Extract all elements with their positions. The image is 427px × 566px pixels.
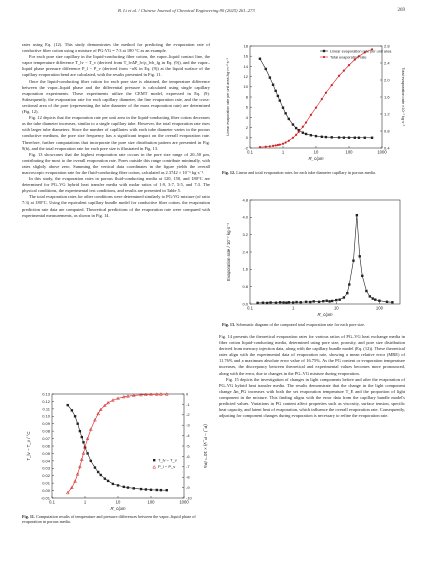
figure-13-caption-text: Schematic diagram of the computed total evaporation rate for each pore size. xyxy=(236,322,366,327)
series-line xyxy=(260,49,372,147)
legend-marker-triangle xyxy=(153,466,156,469)
data-point-circle xyxy=(338,75,340,77)
y-tick-label: 16 xyxy=(243,53,248,59)
data-point-square xyxy=(282,301,284,303)
y-tick-label: 14 xyxy=(243,63,248,69)
y-tick-label: 2.4 xyxy=(242,249,248,255)
data-point-circle xyxy=(331,84,333,86)
data-point-circle xyxy=(348,64,350,66)
data-point-circle xyxy=(269,145,271,147)
y-tick-label: 12 xyxy=(243,74,248,79)
y2-tick-label: -5 xyxy=(186,443,190,449)
data-point-circle xyxy=(275,144,277,146)
data-point-square xyxy=(391,301,393,303)
x-tick-label: 10 xyxy=(333,305,339,311)
data-point-square xyxy=(365,290,367,292)
x-axis-title: R_c/μm xyxy=(308,156,324,161)
figure-13-caption xyxy=(222,322,408,327)
data-point-square xyxy=(361,275,363,277)
data-point-square xyxy=(269,76,271,78)
y-tick-label: 6 xyxy=(245,104,248,110)
y2-tick-label: 0.4 xyxy=(384,145,390,151)
y-tick-label: 0.07 xyxy=(42,435,50,441)
data-point-square xyxy=(322,300,324,302)
data-point-square xyxy=(302,132,304,134)
data-point-circle xyxy=(343,70,345,72)
x-tick-label: 1 xyxy=(281,149,285,155)
data-point-square xyxy=(272,84,274,86)
y2-tick-label: 2.0 xyxy=(384,77,390,83)
data-point-square xyxy=(67,404,69,406)
data-point-square xyxy=(266,302,268,304)
x-tick-label: 0.1 xyxy=(49,499,55,505)
y2-tick-label: 1.2 xyxy=(384,111,390,117)
data-point-square xyxy=(94,466,96,468)
data-point-circle xyxy=(265,146,267,148)
data-point-square xyxy=(76,423,78,425)
y2-tick-label: -1 xyxy=(186,401,190,407)
data-point-square xyxy=(295,301,297,303)
y2-axis-title: Total evaporation rate ×10⁻⁷ kg·s⁻¹ xyxy=(401,67,405,127)
body-paragraph: Fig. 12 depicts that the evaporation rate per unit area in the liquid-conducting fiber cotton decreases as the tube diameter increases, similar to a single capillary tube. However, the total evaporation rate rises with larger tube diameters. Since the number of capillaries with each tube diameter varies in the porous conductive medium, the pore size frequency has a significant impact on the overall evaporation rate. Therefore, further computations that incorporate the pore size distribution pattern are presented in Fig. 9(b), and the total evaporation rate for each pore size is illustrated in Fig. 13. xyxy=(22,115,210,151)
data-point-square xyxy=(282,107,284,109)
x-tick-label: 100 xyxy=(345,149,353,155)
data-point-square xyxy=(160,489,162,491)
body-paragraph: The total evaporation rates for other conditions were determined similarly to PG:VG mixture (of ratio 7:3) at 180°C. Using the equivalent capillary bundle model for conductive fiber cotton, the evaporation prediction rate data are computed. Theoretical predictions of the evaporation rate were compared with experimental measurements, as shown in Fig. 14. xyxy=(22,194,210,218)
data-point-circle xyxy=(305,121,307,123)
data-point-square xyxy=(86,452,88,454)
y-tick-label: 0 xyxy=(245,135,248,141)
data-point-square xyxy=(97,471,99,473)
body-paragraph: For each pore size capillary in the liquid-conducting fiber cotton, the vapor–liquid contact line, the vapor temperature difference T_lv − T_v (derived from T_lvΔP_lv/ρ_lvh_fg in Eq. (9)), and the vapor–liquid phase pressure difference P_l − P_v (derived from −σK in Eq. (9)) at the liquid surface of the capillary evaporation bend are calculated, with the results presented in Fig. 11. xyxy=(22,54,210,78)
data-point-square xyxy=(358,137,360,139)
left-text-column xyxy=(22,42,210,219)
data-point-square xyxy=(313,300,315,302)
data-point-square xyxy=(315,135,317,137)
legend-marker-square xyxy=(323,50,325,52)
data-point-square xyxy=(288,118,290,120)
y-tick-label: 0.04 xyxy=(42,458,50,464)
legend-label: P_l − P_v xyxy=(158,464,176,469)
data-point-circle xyxy=(302,126,304,128)
y-tick-label: 0.08 xyxy=(42,428,50,434)
data-point-square xyxy=(133,487,135,489)
data-point-square xyxy=(343,296,345,298)
y-axis-title: Evaporation rate / 10⁻⁷ kg·s⁻¹ xyxy=(226,223,231,281)
data-point-square xyxy=(356,214,358,216)
x-axis-title: R_c/μm xyxy=(317,312,333,317)
series-line xyxy=(260,59,372,138)
data-point-circle xyxy=(288,140,290,142)
y-tick-label: 0.12 xyxy=(42,398,50,404)
body-paragraph: Fig. 14 presents the theoretical evaporation rates for various ratios of PG–VG heat exchange media in fiber cotton liquid-conducting media, determined using pore size, porosity, and pore size distribution derived from mercury injection data, along with the capillary bundle model (Eq. (12)). These theoretical rates align with the experimental data of evaporation rate, showing a mean relative error (MRE) of 11.76% and a maximum absolute error value of 16.75%. As the PG content or evaporation temperature increases, the discrepancy between theoretical and experimental values becomes more pronounced, along with the error, due to changes in the PG–VG mixture during evaporation. xyxy=(219,334,405,376)
y2-tick-label: 0.8 xyxy=(384,128,390,134)
data-point-circle xyxy=(292,137,294,139)
y2-tick-label: -2 xyxy=(186,412,190,418)
data-point-circle xyxy=(298,131,300,133)
y2-tick-label: -6 xyxy=(186,453,190,459)
data-point-square xyxy=(156,489,158,491)
data-point-square xyxy=(343,136,345,138)
figure-11-caption-text: Computation results of temperature and pressure differences between the vapor–liquid phase of evaporation in porous media. xyxy=(22,514,196,525)
data-point-square xyxy=(104,477,106,479)
data-point-square xyxy=(100,474,102,476)
series-line xyxy=(68,405,167,490)
y-tick-label: 18 xyxy=(243,43,248,49)
data-point-square xyxy=(348,136,350,138)
data-point-square xyxy=(295,127,297,129)
y-tick-label: 1.6 xyxy=(242,266,248,272)
y-tick-label: -2 xyxy=(244,145,248,151)
y2-tick-label: -10 xyxy=(186,495,192,501)
figure-12-caption xyxy=(222,170,408,175)
y-tick-label: 0.10 xyxy=(42,413,50,419)
figure-11-chart xyxy=(22,388,212,514)
data-point-square xyxy=(74,415,76,417)
data-point-circle xyxy=(321,98,323,100)
data-point-square xyxy=(123,486,125,488)
plot-frame xyxy=(250,46,382,148)
data-point-square xyxy=(259,58,261,60)
legend-marker-square xyxy=(153,459,155,461)
data-point-circle xyxy=(285,141,287,143)
x-tick-label: 1 xyxy=(291,305,295,311)
data-point-square xyxy=(374,298,376,300)
right-text-column xyxy=(219,334,405,419)
x-tick-label: 100 xyxy=(375,305,383,311)
y2-tick-label: 1.6 xyxy=(384,94,390,100)
body-paragraph: Fig. 15 depicts the investigation of changes in light components before and after the evaporation of PG–VG hybrid heat transfer media. The results demonstrate that the change in the light component change Δn_PG increases with both the set evaporation temperature T_E and the proportion of light component in the mixture. This finding aligns with the error data from the capillary bundle model's predicted values. Variations in PG content affect properties such as viscosity, surface tension, specific heat capacity, and latent heat of evaporation, which influence the overall evaporation rate. Consequently, adjusting for component changes during evaporation is necessary to refine the evaporation rate. xyxy=(219,376,405,419)
y2-tick-label: -3 xyxy=(186,422,190,428)
data-point-square xyxy=(79,430,81,432)
data-point-square xyxy=(348,283,350,285)
data-point-square xyxy=(309,301,311,303)
data-point-square xyxy=(372,297,374,299)
data-point-square xyxy=(265,68,267,70)
page-header xyxy=(0,8,427,18)
y2-tick-label: 2.8 xyxy=(384,43,390,49)
y-tick-label: 0.01 xyxy=(42,480,50,486)
journal-citation: B. Li et al. / Chinese Journal of Chemical Engineering 80 (2025) 261–273 xyxy=(118,8,255,13)
figure-11-label: Fig. 11. xyxy=(22,514,35,519)
page-number: 269 xyxy=(397,8,405,13)
data-point-square xyxy=(145,488,147,490)
x-axis-title: R_c/μm xyxy=(110,506,126,511)
data-point-square xyxy=(325,136,327,138)
data-point-square xyxy=(112,483,114,485)
data-point-square xyxy=(256,302,258,304)
data-point-square xyxy=(166,489,168,491)
y-tick-label: 0.06 xyxy=(42,443,50,449)
y2-tick-label: -4 xyxy=(186,433,190,438)
y-tick-label: 0.05 xyxy=(42,450,50,456)
data-point-square xyxy=(305,301,307,303)
data-point-square xyxy=(331,300,333,302)
legend-marker-circle xyxy=(323,56,325,58)
data-point-square xyxy=(321,136,323,138)
data-point-square xyxy=(277,95,279,97)
data-point-square xyxy=(305,133,307,135)
series-line xyxy=(258,215,393,303)
data-point-square xyxy=(371,137,373,139)
y2-tick-label: 0 xyxy=(186,391,189,397)
data-point-square xyxy=(310,134,312,136)
data-point-square xyxy=(386,301,388,303)
data-point-square xyxy=(279,301,281,303)
data-point-square xyxy=(279,99,281,101)
figure-11-caption xyxy=(22,514,212,525)
x-tick-label: 1000 xyxy=(377,149,387,155)
y-axis-title: Linear evaporation rate per unit area /kg·m⁻²·s⁻¹ xyxy=(226,58,230,136)
data-point-circle xyxy=(279,144,281,146)
data-point-square xyxy=(292,301,294,303)
y-tick-label: 2 xyxy=(245,125,248,130)
y2-tick-label: 2.4 xyxy=(384,60,390,66)
data-point-square xyxy=(338,136,340,138)
body-paragraph: In this study, the evaporation rates in porous fluid-conducting media at 120, 150, and 180°C are determined for PG–VG hybrid heat transfer media with molar ratios of 1:9, 3:7, 5:5, and 7:3. The physical conditions, the experimental test conditions, and results are presented in Table 5. xyxy=(22,176,210,194)
x-tick-label: 100 xyxy=(147,499,155,505)
body-paragraph: rates using Eq. (12). This study demonstrates the method for predicting the evaporation rate of conductive fiber cotton using a mixture of PG:VG = 7:3 at 180 °C as an example. xyxy=(22,42,210,54)
data-point-square xyxy=(326,300,328,302)
data-point-square xyxy=(90,460,92,462)
figure-12-label: Fig. 12. xyxy=(222,170,236,175)
y-tick-label: 4 xyxy=(245,114,248,120)
data-point-square xyxy=(346,292,348,294)
y-tick-label: 4.0 xyxy=(242,214,248,220)
figure-12-caption-text: Linear and total evaporation rates for each tube diameter capillary in porous media. xyxy=(236,170,376,175)
data-point-square xyxy=(288,301,290,303)
body-paragraph: Fig. 13 showcases that the highest evaporation rate occurs in the pore size range of 20–50 μm, contributing the most to the overall evaporation rate. Pores outside this range contribute minimally, with rates slightly above zero. Summing the vertical data coordinates in the figure yields the overall macroscopic evaporation rate for the fluid-conducting fiber cotton, calculated as 2.3742 × 10⁻⁶ kg·s⁻¹. xyxy=(22,151,210,175)
data-point-square xyxy=(117,484,119,486)
data-point-circle xyxy=(259,146,261,148)
data-point-square xyxy=(352,259,354,261)
y-axis-title: T_lv − T_v / °C xyxy=(26,431,31,461)
data-point-square xyxy=(275,302,277,304)
data-point-circle xyxy=(295,134,297,136)
legend-label: Linear evaporation rate per unit area xyxy=(330,49,392,54)
x-tick-label: 1000 xyxy=(179,499,189,505)
data-point-square xyxy=(285,302,287,304)
y-tick-label: 0.00 xyxy=(42,487,50,493)
data-point-square xyxy=(140,488,142,490)
y-tick-label: 0.13 xyxy=(42,391,50,397)
y-tick-label: 0.8 xyxy=(242,284,248,290)
x-tick-label: 1 xyxy=(83,499,87,505)
data-point-square xyxy=(338,298,340,300)
y2-tick-label: -9 xyxy=(186,485,190,490)
figure-13-label: Fig. 13. xyxy=(222,322,236,327)
data-point-square xyxy=(300,301,302,303)
data-point-circle xyxy=(272,145,274,147)
legend-label: Total evaporation rate xyxy=(330,55,367,60)
data-point-square xyxy=(354,137,356,139)
data-point-square xyxy=(331,136,333,138)
y-tick-label: 0.11 xyxy=(42,406,50,412)
data-point-square xyxy=(359,255,361,257)
data-point-circle xyxy=(282,143,284,145)
data-point-square xyxy=(262,302,264,304)
data-point-circle xyxy=(277,144,279,146)
y-tick-label: -0.01 xyxy=(40,495,50,501)
data-point-square xyxy=(328,300,330,302)
body-paragraph: Once the liquid-conducting fiber cotton for each pore size is obtained, the temperature difference between the vapor–liquid phase and the differential pressure is calculated using single capillary evaporation experiments. These experiments utilize the CEMT model, expressed in Eq. (9). Subsequently, the evaporation rate for each capillary diameter, the line evaporation rate, and the cross-sectional area of the pore (representing the tube diameter of the mass evaporation rate) are determined (Fig. 12). xyxy=(22,78,210,115)
data-point-circle xyxy=(315,107,317,109)
data-point-square xyxy=(127,486,129,488)
plot-frame xyxy=(250,200,400,304)
y-tick-label: 0.09 xyxy=(42,421,50,427)
data-point-square xyxy=(335,299,337,301)
data-point-square xyxy=(378,300,380,302)
y2-tick-label: -8 xyxy=(186,474,190,480)
y-tick-label: 0.02 xyxy=(42,473,50,479)
data-point-square xyxy=(107,480,109,482)
y-tick-label: 3.2 xyxy=(242,232,248,238)
data-point-square xyxy=(81,436,83,438)
y-tick-label: 4.8 xyxy=(242,197,248,203)
y-tick-label: 8 xyxy=(245,94,248,100)
figure-12-chart xyxy=(222,42,408,164)
y-tick-label: 0.03 xyxy=(42,465,50,471)
data-point-square xyxy=(369,295,371,297)
data-point-square xyxy=(284,112,286,114)
x-tick-label: 0.1 xyxy=(247,149,253,155)
x-tick-label: 10 xyxy=(313,149,319,155)
x-tick-label: 0.1 xyxy=(247,305,253,311)
y2-tick-label: -7 xyxy=(186,464,190,470)
data-point-square xyxy=(274,90,276,92)
data-point-circle xyxy=(325,92,327,94)
x-tick-label: 10 xyxy=(115,499,121,505)
data-point-square xyxy=(82,441,84,443)
data-point-square xyxy=(150,489,152,491)
legend-label: T_lv − T_v xyxy=(158,457,177,463)
y-tick-label: 0.0 xyxy=(242,301,248,307)
y-tick-label: 10 xyxy=(243,84,248,90)
data-point-square xyxy=(318,301,320,303)
data-point-square xyxy=(292,123,294,125)
data-point-square xyxy=(269,301,271,303)
data-point-square xyxy=(364,137,366,139)
y2-axis-title: (P_l − P_v) × 10⁻⁵ /Pa xyxy=(203,424,208,468)
data-point-square xyxy=(71,409,73,411)
data-point-circle xyxy=(310,114,312,116)
figure-13-chart xyxy=(222,196,408,324)
